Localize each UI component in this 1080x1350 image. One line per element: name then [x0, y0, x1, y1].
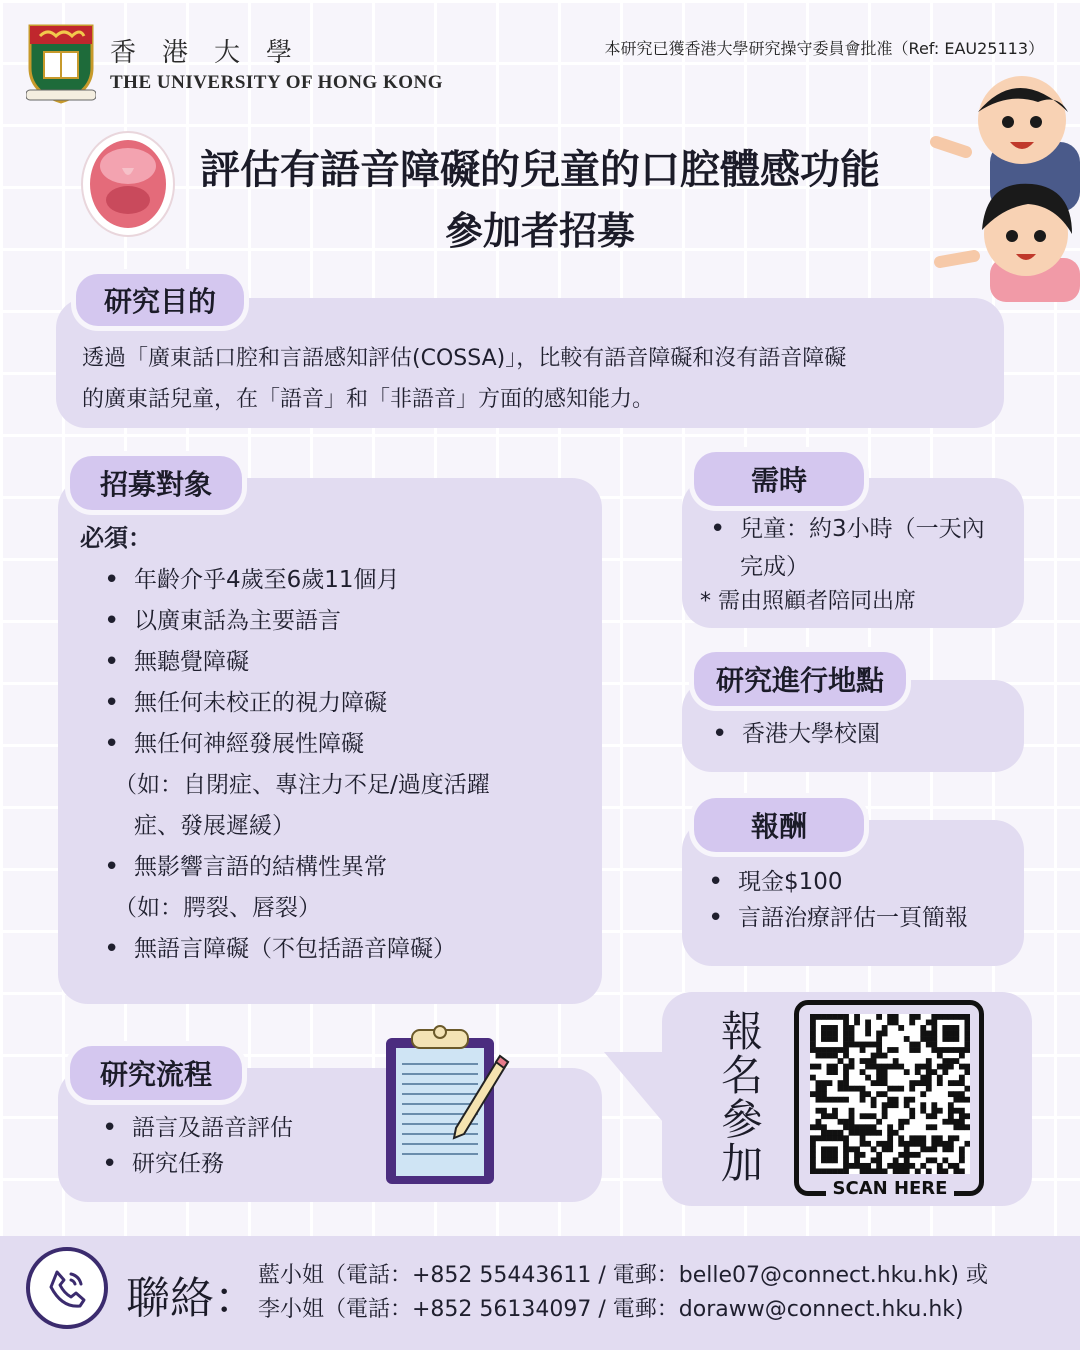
- eligibility-note2: （如：腭裂、唇裂）: [114, 895, 321, 921]
- duration-item-line1: 兒童：約3小時（一天內: [740, 516, 985, 542]
- page-subtitle: 參加者招募: [444, 209, 635, 253]
- page-title: 評估有語音障礙的兒童的口腔體感功能: [200, 147, 880, 193]
- reward-list: [696, 864, 968, 936]
- list-item: • 無任何神經發展性障礙: [92, 724, 592, 765]
- procedure-list: [90, 1110, 293, 1182]
- eligibility-note1-line1: （如：自閉症、專注力不足/過度活躍: [114, 772, 490, 798]
- contact-line1: 藍小姐（電話：+852 55443611 / 電郵：belle07@connect.hku.hk) 或: [258, 1263, 988, 1288]
- ethics-approval-note: 本研究已獲香港大學研究操守委員會批准（Ref: EAU25113）: [604, 39, 1044, 58]
- qr-code-icon[interactable]: [810, 1014, 970, 1174]
- list-item: • 無任何未校正的視力障礙: [92, 683, 592, 724]
- list-item: • 言語治療評估一頁簡報: [696, 900, 968, 936]
- list-item: • 語言及語音評估: [90, 1110, 293, 1146]
- university-name-zh: 香港大學: [110, 38, 319, 68]
- location-list: [700, 714, 880, 755]
- duration-heading: 需時: [694, 452, 864, 506]
- eligibility-list: [92, 560, 592, 970]
- children-icon: [930, 62, 1080, 302]
- university-crest-icon: [26, 22, 96, 106]
- list-item: • 香港大學校園: [700, 714, 880, 755]
- list-item: • 年齡介乎4歲至6歲11個月: [92, 560, 592, 601]
- signup-speech-tail: [604, 1050, 668, 1130]
- reward-heading: 報酬: [694, 798, 864, 852]
- duration-list: [698, 510, 1018, 586]
- eligibility-must-label: 必須：: [80, 524, 152, 552]
- eligibility-heading: 招募對象: [70, 456, 242, 510]
- list-item: [698, 510, 1018, 586]
- procedure-heading: 研究流程: [70, 1046, 242, 1100]
- contact-heading: 聯絡：: [126, 1273, 258, 1324]
- list-item: • 無影響言語的結構性異常: [92, 847, 592, 888]
- signup-label: 報名參加: [720, 1007, 763, 1188]
- list-item: • 以廣東話為主要語言: [92, 601, 592, 642]
- purpose-heading: 研究目的: [76, 274, 244, 326]
- purpose-text-line2: 的廣東話兒童，在「語音」和「非語音」方面的感知能力。: [82, 387, 655, 412]
- scan-here-label: SCAN HERE: [826, 1178, 954, 1199]
- eligibility-note1-line2: 症、發展遲緩）: [134, 813, 295, 839]
- duration-item-line2: 完成）: [740, 554, 809, 580]
- list-item: • 現金$100: [696, 864, 968, 900]
- location-heading: 研究進行地點: [694, 652, 906, 706]
- list-item: • 無語言障礙（不包括語音障礙）: [92, 929, 592, 970]
- pencil-icon: [450, 1050, 510, 1140]
- phone-icon: [26, 1247, 108, 1329]
- purpose-text-line1: 透過「廣東話口腔和言語感知評估(COSSA)」，比較有語音障礙和沒有語音障礙: [82, 346, 847, 371]
- duration-note: * 需由照顧者陪同出席: [700, 589, 916, 614]
- list-item: • 研究任務: [90, 1146, 293, 1182]
- list-item: • 無聽覺障礙: [92, 642, 592, 683]
- contact-line2: 李小姐（電話：+852 56134097 / 電郵：doraww@connect.hku.hk): [258, 1297, 964, 1322]
- university-name-en: THE UNIVERSITY OF HONG KONG: [110, 72, 444, 93]
